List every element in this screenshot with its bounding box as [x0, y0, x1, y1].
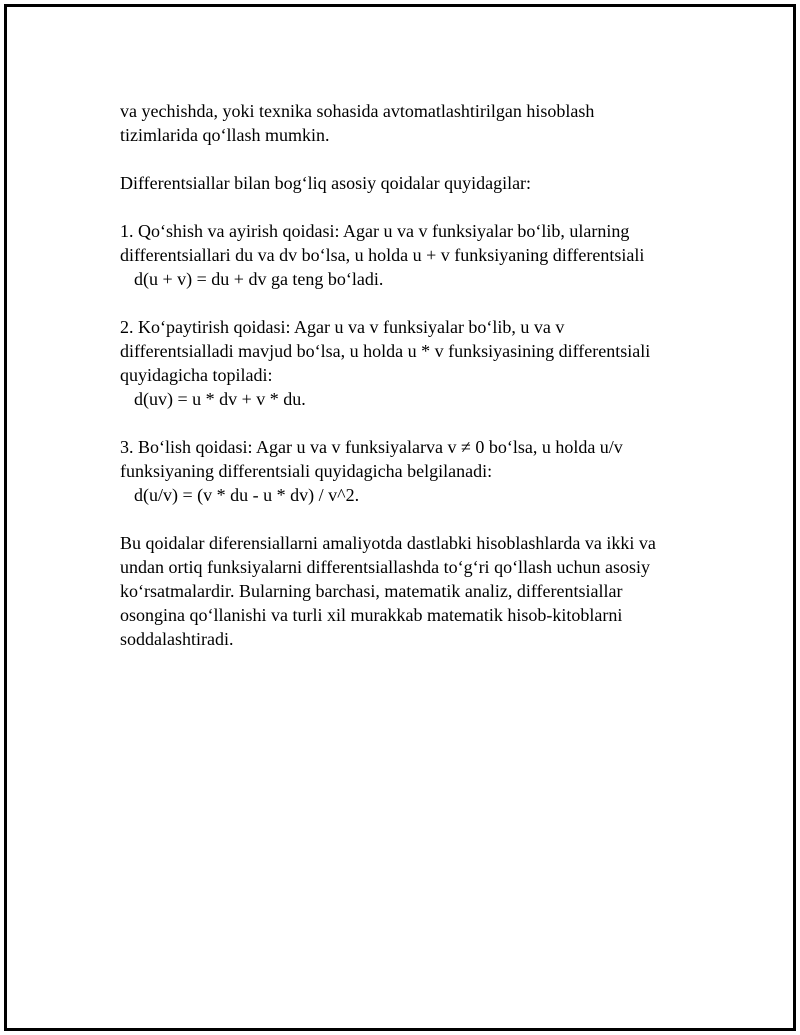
text-line: va yechishda, yoki texnika sohasida avtomatlashtirilgan hisoblash: [120, 101, 595, 121]
paragraph-intro-continuation: [120, 99, 690, 147]
text-line: ko‘rsatmalardir. Bularning barchasi, matematik analiz, differentsiallar: [120, 581, 623, 601]
text-line: differentsialladi mavjud bo‘lsa, u holda u * v funksiyasining differentsiali: [120, 341, 651, 361]
text-line: 1. Qo‘shish va ayirish qoidasi: Agar u va v funksiyalar bo‘lib, ularning: [120, 221, 630, 241]
formula-product-rule: d(uv) = u * dv + v * du.: [134, 389, 306, 409]
paragraph-conclusion: [120, 531, 690, 651]
paragraph-rule-2: [120, 315, 690, 411]
text-line: Differentsiallar bilan bog‘liq asosiy qoidalar quyidagilar:: [120, 173, 532, 193]
page-body: [120, 99, 690, 675]
formula-sum-rule: d(u + v) = du + dv ga teng bo‘ladi.: [134, 269, 384, 289]
text-line: soddalashtiradi.: [120, 629, 234, 649]
text-line: quyidagicha topiladi:: [120, 365, 273, 385]
paragraph-rules-heading: [120, 171, 690, 195]
text-line: 3. Bo‘lish qoidasi: Agar u va v funksiyalarva v ≠ 0 bo‘lsa, u holda u/v: [120, 437, 623, 457]
text-line: 2. Ko‘paytirish qoidasi: Agar u va v funksiyalar bo‘lib, u va v: [120, 317, 565, 337]
paragraph-rule-1: [120, 219, 690, 291]
text-line: funksiyaning differentsiali quyidagicha belgilanadi:: [120, 461, 493, 481]
text-line: osongina qo‘llanishi va turli xil murakkab matematik hisob-kitoblarni: [120, 605, 623, 625]
text-line: undan ortiq funksiyalarni differentsiallashda to‘g‘ri qo‘llash uchun asosiy: [120, 557, 651, 577]
text-line: differentsiallari du va dv bo‘lsa, u holda u + v funksiyaning differentsiali: [120, 245, 645, 265]
paragraph-rule-3: [120, 435, 690, 507]
text-line: Bu qoidalar diferensiallarni amaliyotda dastlabki hisoblashlarda va ikki va: [120, 533, 656, 553]
formula-quotient-rule: d(u/v) = (v * du - u * dv) / v^2.: [134, 485, 360, 505]
text-line: tizimlarida qo‘llash mumkin.: [120, 125, 330, 145]
document-page: [4, 4, 796, 1031]
